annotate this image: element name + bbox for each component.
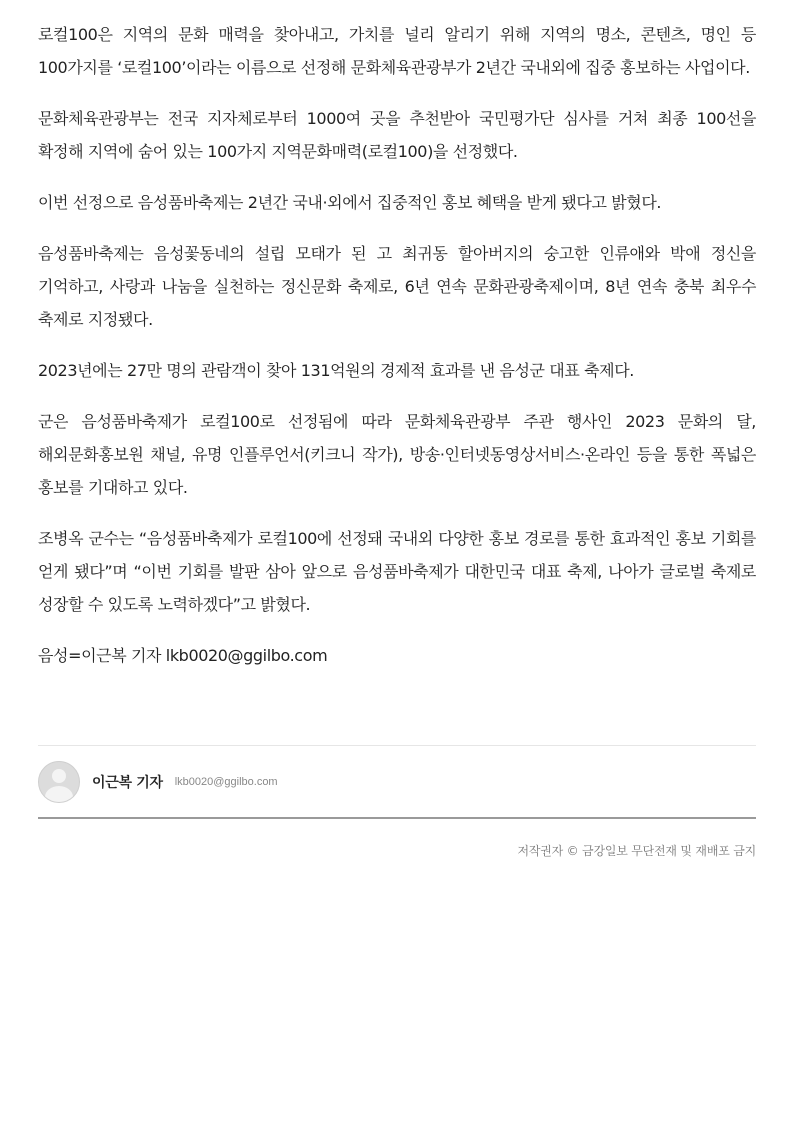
article-paragraph: 조병옥 군수는 “음성품바축제가 로컬100에 선정돼 국내외 다양한 홍보 경로를 통한 효과적인 홍보 기회를 얻게 됐다”며 “이번 기회를 발판 삼아 앞으로 음성품바축제가 대한민국 대표 축제, 나아가 글로벌 축제로 성장할 수 있도록 노력하겠다”고 밝혔다.: [38, 529, 756, 614]
copyright-notice: 저작권자 © 금강일보 무단전재 및 재배포 금지: [517, 844, 756, 858]
article-paragraph: 음성품바축제는 음성꽃동네의 설립 모태가 된 고 최귀동 할아버지의 숭고한 인류애와 박애 정신을 기억하고, 사랑과 나눔을 실천하는 정신문화 축제로, 6년 연속 문화관광축제이며, 8년 연속 충북 최우수 축제로 지정됐다.: [38, 244, 756, 329]
user-avatar-icon: [38, 761, 80, 803]
article-paragraph: 이번 선정으로 음성품바축제는 2년간 국내·외에서 집중적인 홍보 혜택을 받게 됐다고 밝혔다.: [38, 193, 662, 212]
reporter-name[interactable]: 이근복 기자: [92, 774, 163, 791]
reporter-byline: [38, 745, 756, 819]
article-body: [38, 18, 756, 690]
article-paragraph: 2023년에는 27만 명의 관람객이 찾아 131억원의 경제적 효과를 낸 음성군 대표 축제다.: [38, 361, 634, 380]
article-paragraph: 로컬100은 지역의 문화 매력을 찾아내고, 가치를 널리 알리기 위해 지역의 명소, 콘텐츠, 명인 등 100가지를 ‘로컬100’이라는 이름으로 선정해 문화체육관광부가 2년간 국내외에 집중 홍보하는 사업이다.: [38, 25, 756, 77]
article-signature: 음성=이근복 기자 lkb0020@ggilbo.com: [38, 646, 328, 665]
article-paragraph: 군은 음성품바축제가 로컬100로 선정됨에 따라 문화체육관광부 주관 행사인 2023 문화의 달, 해외문화홍보원 채널, 유명 인플루언서(키크니 작가), 방송·인터넷동영상서비스·온라인 등을 통한 폭넓은 홍보를 기대하고 있다.: [38, 412, 756, 497]
reporter-email[interactable]: lkb0020@ggilbo.com: [174, 775, 278, 788]
article-paragraph: 문화체육관광부는 전국 지자체로부터 1000여 곳을 추천받아 국민평가단 심사를 거쳐 최종 100선을 확정해 지역에 숨어 있는 100가지 지역문화매력(로컬100)을 선정했다.: [38, 109, 756, 161]
